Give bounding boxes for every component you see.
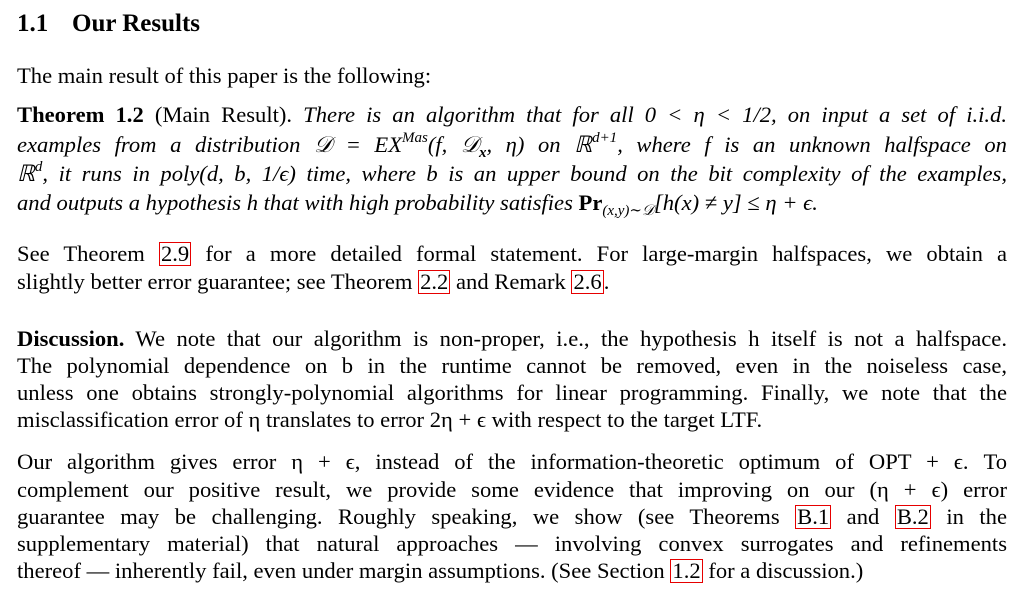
discussion-line-2: The polynomial dependence on b in the runtime cannot be removed, even in the noiseless case,	[17, 353, 1007, 378]
final-text-5b: for a discussion.)	[702, 558, 864, 583]
final-text-5a: thereof — inherently fail, even under margin assumptions. (See Section	[17, 558, 671, 583]
final-line-1: Our algorithm gives error η + ϵ, instead of the information-theoretic optimum of OPT + ϵ. To	[17, 449, 1007, 474]
ref-remark-2-6[interactable]: 2.6	[573, 269, 602, 294]
theorem-sup-d: d	[34, 159, 43, 175]
ref-theorem-b-1[interactable]: B.1	[797, 504, 830, 529]
final-line-5	[17, 557, 1007, 584]
theorem-text-3a: ℝ	[17, 161, 35, 186]
final-text-3c: in the	[930, 504, 1007, 529]
theorem-name: (Main Result).	[154, 102, 293, 127]
theorem-text-1: There is an algorithm that for all 0 < η < 1/2, on input a set of i.i.d.	[303, 102, 1007, 127]
ref-theorem-b-2[interactable]: B.2	[896, 504, 929, 529]
theorem-sup-mas: Mas	[402, 130, 428, 146]
theorem-text-4a: and outputs a hypothesis h that with high probability satisfies	[17, 190, 579, 215]
final-line-2: complement our positive result, we provide some evidence that improving on our (η + ϵ) error	[17, 477, 1007, 502]
theorem-text-2d: , where f is an unknown halfspace on	[617, 132, 1007, 157]
after-theorem-line-1	[17, 240, 1007, 267]
section-title: Our Results	[72, 10, 201, 37]
theorem-line-3	[17, 160, 1007, 187]
after-text-2c: .	[603, 269, 610, 294]
discussion-text-1: We note that our algorithm is non-proper, i.e., the hypothesis h itself is not a halfspace.	[124, 326, 1007, 351]
theorem-line-4	[17, 189, 1007, 219]
after-text-2b: and Remark	[450, 269, 572, 294]
after-text-1a: See Theorem	[17, 241, 159, 266]
section-number: 1.1	[17, 10, 49, 37]
intro-sentence: The main result of this paper is the following:	[17, 63, 432, 88]
ref-theorem-2-9[interactable]: 2.9	[160, 241, 190, 266]
discussion-line-1	[17, 325, 1007, 352]
discussion-line-3: unless one obtains strongly-polynomial algorithms for linear programming. Finally, we note that the	[17, 380, 1007, 405]
final-line-4: supplementary material) that natural approaches — involving convex surrogates and refinements	[17, 531, 1007, 556]
after-theorem-line-2	[17, 268, 1007, 295]
theorem-sub-dist: (x,y)∼𝒟	[602, 203, 654, 219]
final-line-3	[17, 503, 1007, 530]
theorem-sup-d1: d+1	[592, 130, 618, 146]
discussion-label: Discussion.	[17, 326, 125, 351]
theorem-label: Theorem 1.2	[17, 102, 144, 127]
final-text-3b: and	[831, 504, 895, 529]
theorem-text-2b: (f, 𝒟	[427, 132, 479, 157]
theorem-line-1	[17, 101, 1007, 128]
theorem-text-2a: examples from a distribution 𝒟 = EX	[17, 132, 403, 157]
ref-section-1-2[interactable]: 1.2	[672, 558, 701, 583]
theorem-text-2c: , η) on ℝ	[486, 132, 593, 157]
discussion-line-4: misclassification error of η translates to error 2η + ϵ with respect to the target LTF.	[17, 407, 763, 432]
final-text-3a: guarantee may be challenging. Roughly speaking, we show (see Theorems	[17, 504, 796, 529]
theorem-line-2	[17, 130, 1007, 161]
ref-theorem-2-2[interactable]: 2.2	[420, 269, 449, 294]
after-text-1b: for a more detailed formal statement. For large-margin halfspaces, we obtain a	[191, 241, 1008, 266]
theorem-text-3b: , it runs in poly(d, b, 1/ϵ) time, where b is an upper bound on the bit complexity of the examples,	[42, 161, 1007, 186]
theorem-text-4b: [h(x) ≠ y] ≤ η + ϵ.	[653, 190, 818, 215]
theorem-sub-x: x	[478, 145, 487, 161]
theorem-pr: Pr	[578, 190, 603, 215]
section-heading	[17, 9, 200, 39]
after-text-2a: slightly better error guarantee; see Theorem	[17, 269, 419, 294]
